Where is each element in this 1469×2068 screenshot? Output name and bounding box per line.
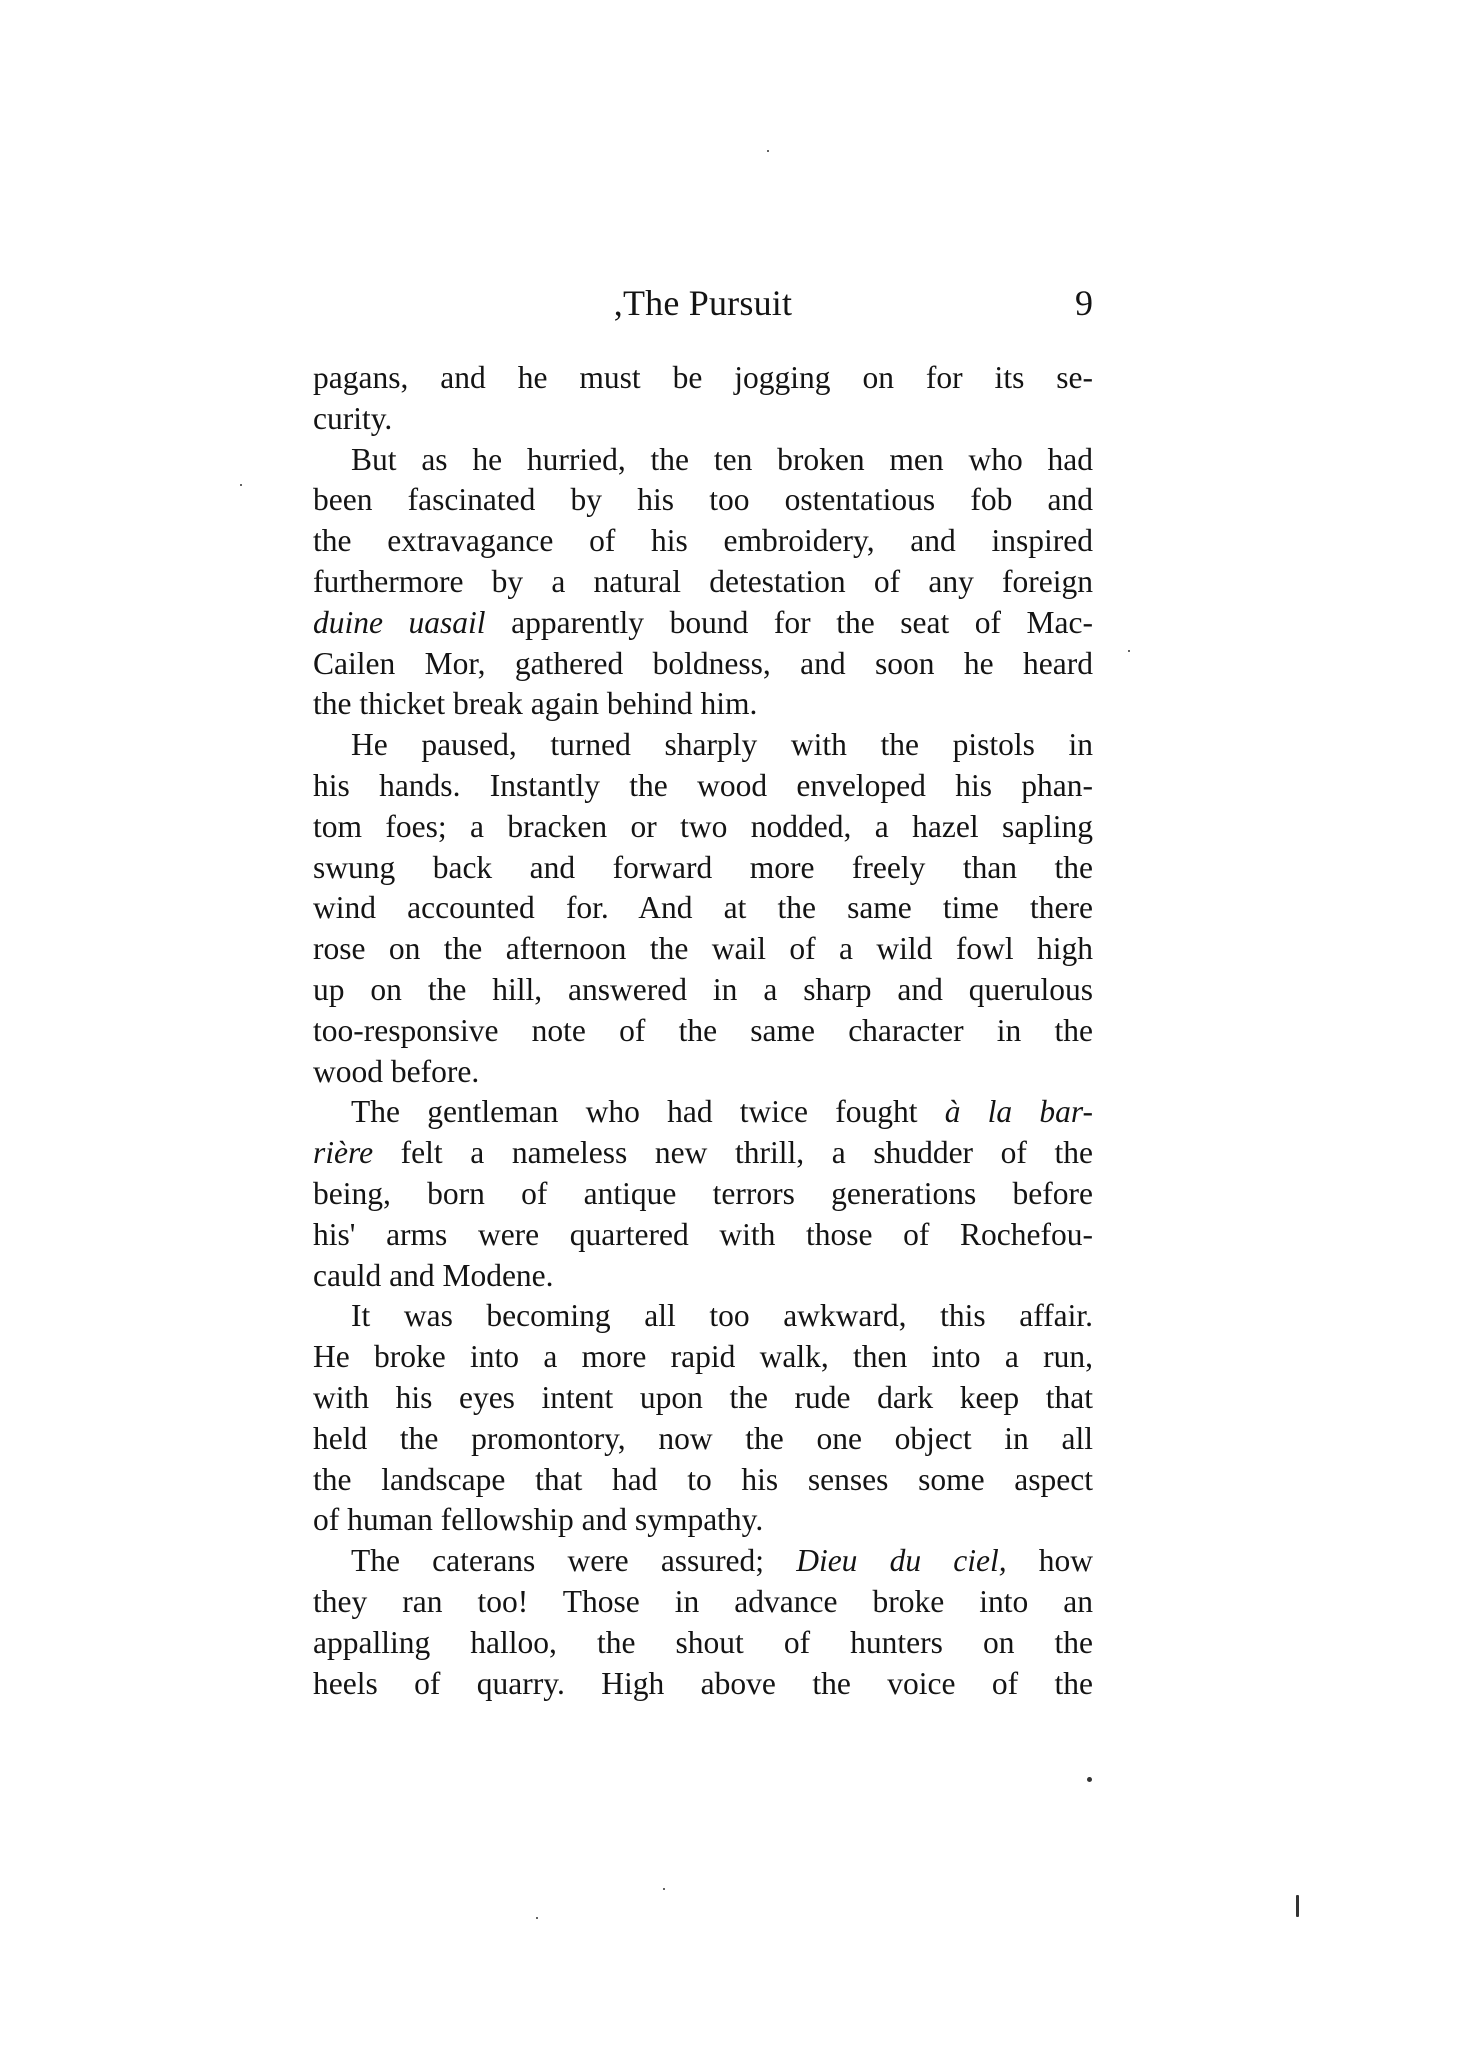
text-line: furthermore by a natural detestation of any foreign — [313, 563, 1093, 599]
text-line: wood before. — [313, 1053, 480, 1089]
text-line: But as he hurried, the ten broken men who had — [351, 441, 1093, 477]
dust-speck — [1128, 650, 1130, 652]
running-title: ,The Pursuit — [613, 283, 793, 323]
dust-speck — [767, 150, 769, 152]
text-fragment: apparently bound for the seat of Mac- — [511, 604, 1094, 640]
text-line: cauld and Modene. — [313, 1257, 554, 1293]
italic-phrase: Dieu du ciel, — [796, 1543, 1007, 1579]
text-line: He paused, turned sharply with the pistols in — [351, 727, 1093, 763]
dust-speck — [240, 484, 242, 486]
text-line: heels of quarry. High above the voice of the — [313, 1665, 1093, 1701]
text-line: held the promontory, now the one object in all — [313, 1420, 1093, 1456]
text-line: up on the hill, answered in a sharp and querulous — [313, 971, 1093, 1007]
text-line: the thicket break again behind him. — [313, 686, 758, 722]
text-fragment: The gentleman who had twice fought — [351, 1094, 918, 1130]
page-number: 9 — [1075, 283, 1093, 323]
text-line: curity. — [313, 400, 393, 436]
dust-speck — [1296, 1895, 1299, 1917]
page-header — [313, 278, 1093, 328]
dust-speck — [536, 1917, 538, 1919]
text-fragment: how — [1038, 1543, 1093, 1579]
text-line: his' arms were quartered with those of Rochefou- — [313, 1216, 1093, 1252]
text-line — [313, 1541, 1093, 1582]
text-line: appalling halloo, the shout of hunters on the — [313, 1624, 1093, 1660]
text-line: pagans, and he must be jogging on for its se- — [313, 360, 1093, 395]
text-line: tom foes; a bracken or two nodded, a hazel sapling — [313, 808, 1093, 844]
text-line: with his eyes intent upon the rude dark keep that — [313, 1379, 1093, 1415]
text-line: Cailen Mor, gathered boldness, and soon he heard — [313, 645, 1093, 681]
text-line: of human fellowship and sympathy. — [313, 1502, 764, 1538]
text-line: been fascinated by his too ostentatious fob and — [313, 482, 1093, 518]
text-line: the landscape that had to his senses some aspect — [313, 1461, 1093, 1497]
text-line: swung back and forward more freely than the — [313, 849, 1093, 885]
text-line — [313, 1092, 1093, 1133]
text-line: being, born of antique terrors generations before — [313, 1175, 1093, 1211]
text-line: they ran too! Those in advance broke into an — [313, 1583, 1093, 1619]
text-line: rose on the afternoon the wail of a wild fowl high — [313, 931, 1093, 967]
italic-phrase: à la bar- — [944, 1094, 1094, 1130]
text-line: his hands. Instantly the wood enveloped his phan- — [313, 767, 1093, 803]
dust-speck — [663, 1888, 665, 1890]
dust-speck — [1087, 1777, 1092, 1782]
text-line: too-responsive note of the same character in the — [313, 1012, 1093, 1048]
italic-phrase: duine uasail — [313, 604, 486, 640]
text-line — [313, 603, 1093, 644]
text-line: He broke into a more rapid walk, then into a run, — [313, 1339, 1093, 1375]
text-line: the extravagance of his embroidery, and inspired — [313, 523, 1093, 559]
text-fragment: The caterans were assured; — [351, 1543, 765, 1579]
text-line — [313, 1133, 1093, 1174]
text-line: wind accounted for. And at the same time there — [313, 890, 1093, 926]
text-fragment: felt a nameless new thrill, a shudder of the — [400, 1135, 1093, 1171]
italic-phrase: rière — [313, 1135, 374, 1171]
text-line: It was becoming all too awkward, this affair. — [351, 1298, 1093, 1334]
body-text — [313, 358, 1093, 1704]
